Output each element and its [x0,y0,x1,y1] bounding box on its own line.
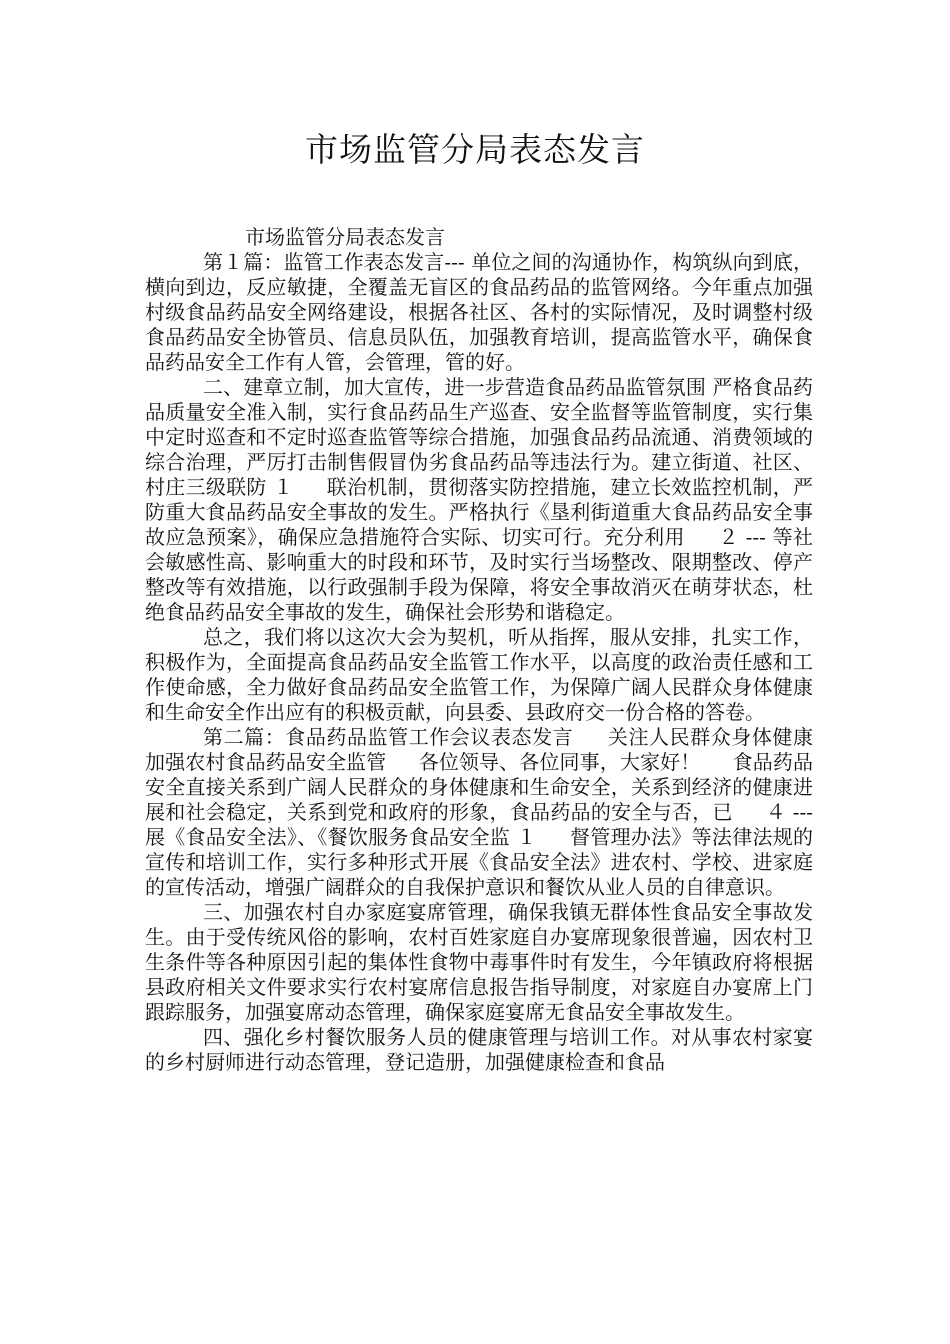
paragraph-6: 四、强化乡村餐饮服务人员的健康管理与培训工作。对从事农村家宴的乡村厨师进行动态管理，登记造册，加强健康检查和食品 [145,1025,813,1074]
paragraph-3: 总之，我们将以这次大会为契机，听从指挥，服从安排，扎实工作，积极作为，全面提高食品药品安全监管工作水平，以高度的政治责任感和工作使命感，全力做好食品药品安全监管工作，为保障广阔人民群众身体健康和生命安全作出应有的积极贡献，向县委、县政府交一份合格的答卷。 [145,625,813,724]
document-body [145,225,820,1075]
paragraph-2: 二、建章立制，加大宣传，进一步营造食品药品监管氛围 严格食品药品质量安全准入制，实行食品药品生产巡查、安全监督等监管制度，实行集中定时巡查和不定时巡查监管等综合措施，加强食品药品流通、消费领域的综合治理，严厉打击制售假冒伪劣食品药品等违法行为。建立街道、社区、村庄三级联防 １ 联治机制，贯彻落实防控措施，建立长效监控机制，严防重大食品药品安全事故的发生。严格执行《垦利街道重大食品药品安全事故应急预案》，确保应急措施符合实际、切实可行。充分利用 ２ --- 等社会敏感性高、影响重大的时段和环节，及时实行当场整改、限期整改、停产整改等有效措施，以行政强制手段为保障，将安全事故消灭在萌芽状态，杜绝食品药品安全事故的发生，确保社会形势和谐稳定。 [145,375,813,624]
document-title: 市场监管分局表态发言 [305,130,645,169]
paragraph-4: 第二篇：食品药品监管工作会议表态发言 关注人民群众身体健康 加强农村食品药品安全监管 各位领导、各位同事，大家好！ 食品药品安全直接关系到广阔人民群众的身体健康和生命安全，关系到经济的健康进展和社会稳定，关系到党和政府的形象，食品药品的安全与否，已 ４ --- 展《食品安全法》、《餐饮服务食品安全监 １ 督管理办法》等法律法规的宣传和培训工作，实行多种形式开展《食品安全法》进农村、学校、进家庭的宣传活动，增强广阔群众的自我保护意识和餐饮从业人员的自律意识。 [145,725,820,899]
paragraph-1: 第１篇：监管工作表态发言--- 单位之间的沟通协作，构筑纵向到底，横向到边，反应敏捷，全覆盖无盲区的食品药品的监管网络。今年重点加强村级食品药品安全网络建设，根据各社区、各村的实际情况，及时调整村级食品药品安全协管员、信息员队伍，加强教育培训，提高监管水平，确保食品药品安全工作有人管，会管理，管的好。 [145,250,813,374]
paragraph-5: 三、加强农村自办家庭宴席管理，确保我镇无群体性食品安全事故发生。由于受传统风俗的影响，农村百姓家庭自办宴席现象很普遍，因农村卫生条件等各种原因引起的集体性食物中毒事件时有发生，今年镇政府将根据县政府相关文件要求实行农村宴席信息报告指导制度，对家庭自办宴席上门跟踪服务，加强宴席动态管理，确保家庭宴席无食品安全事故发生。 [145,900,813,1024]
document-subtitle: 市场监管分局表态发言 [245,225,445,249]
